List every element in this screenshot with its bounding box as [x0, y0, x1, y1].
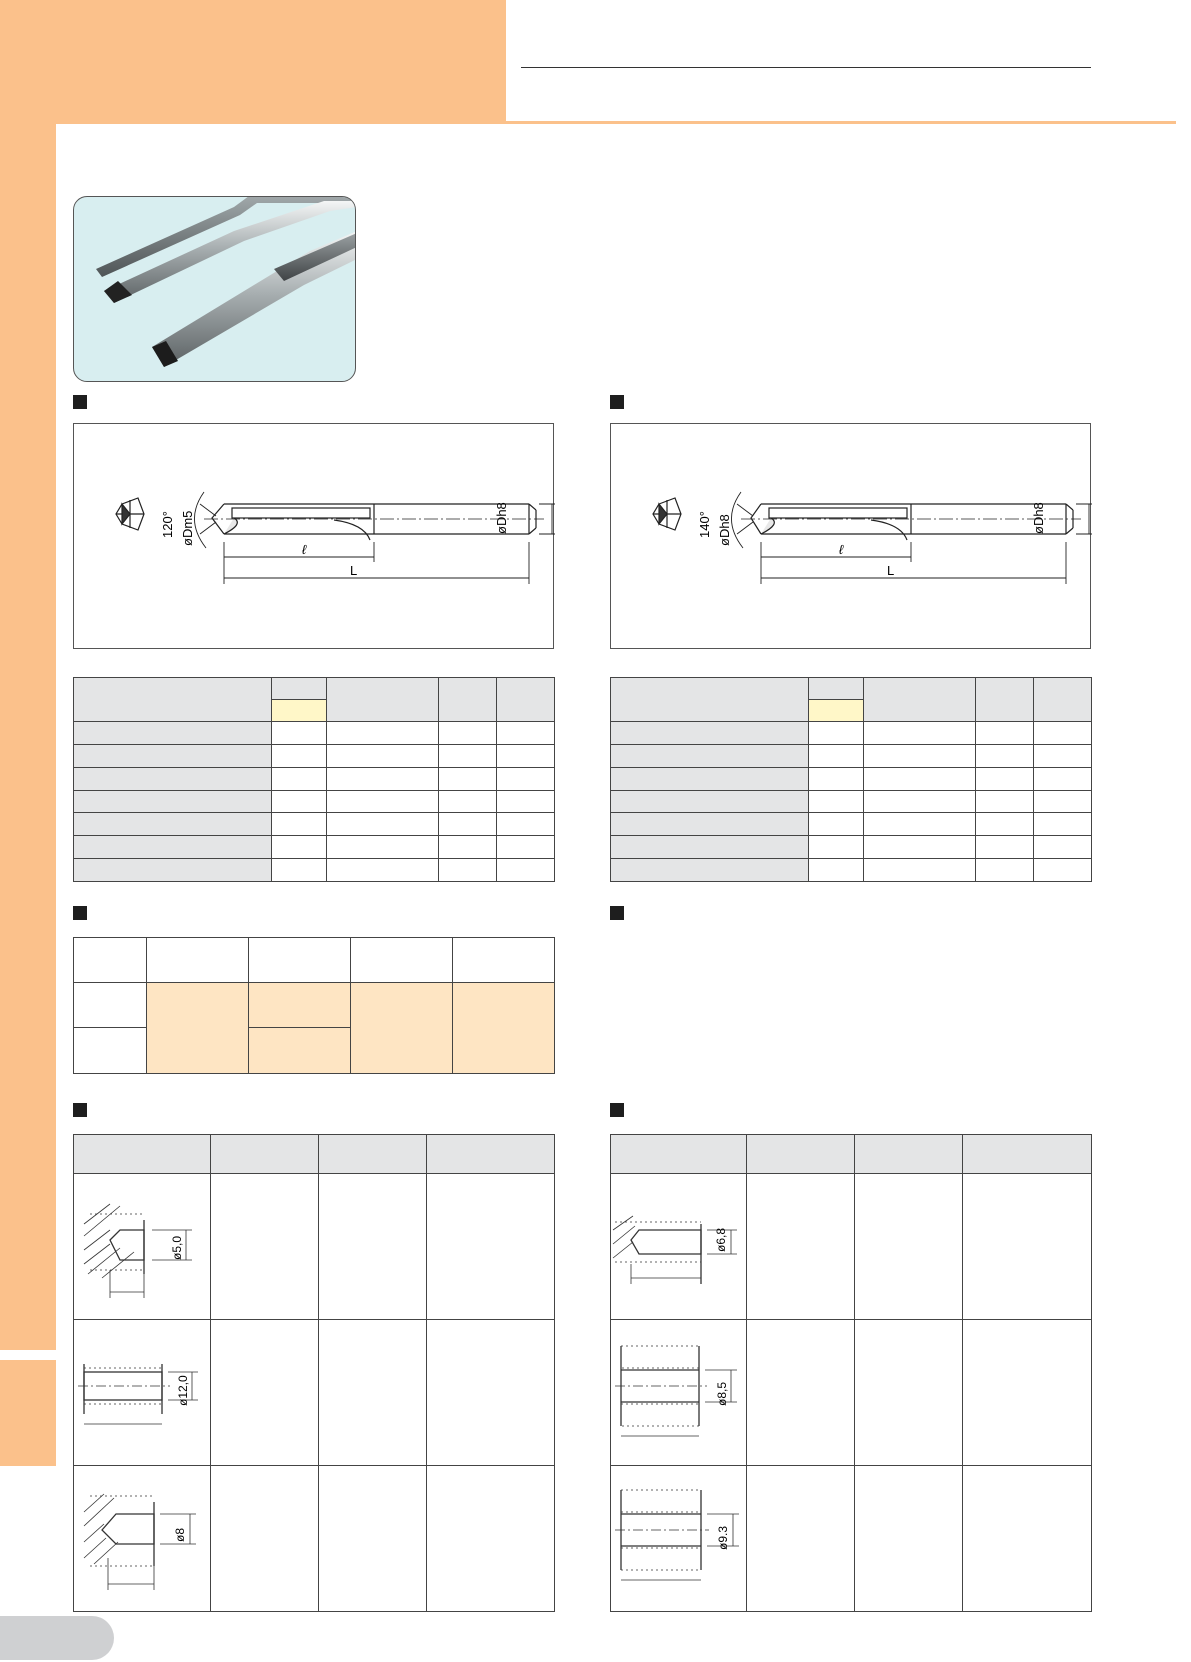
header-band — [0, 0, 506, 124]
head-diameter-label: øDh8 — [494, 502, 509, 534]
hole-diameter-label: ø5,0 — [170, 1235, 184, 1260]
shank-diameter-label: øDm5 — [180, 510, 195, 546]
table-row — [74, 859, 555, 882]
section-marker — [73, 1103, 87, 1117]
end-view-icon — [116, 498, 144, 530]
side-tab — [0, 1360, 56, 1466]
end-view-icon — [653, 498, 681, 530]
table-row — [74, 813, 555, 836]
hole-diameter-label: ø8 — [173, 1527, 187, 1542]
table-row — [611, 790, 1092, 813]
table-row — [74, 1320, 555, 1466]
product-photo — [73, 196, 356, 382]
section-marker — [73, 906, 87, 920]
examples-table-left — [73, 1134, 555, 1612]
table-row — [74, 1466, 555, 1612]
stepped-hole-sketch — [611, 1466, 746, 1606]
drawing-box-140 — [610, 423, 1091, 649]
examples-table-right — [610, 1134, 1092, 1612]
angle-label: 120° — [160, 511, 175, 538]
angle-label: 140° — [697, 511, 712, 538]
table-row — [611, 1466, 1092, 1612]
table-row — [611, 813, 1092, 836]
head-diameter-label: øDh8 — [1031, 502, 1046, 534]
total-length-label: L — [350, 563, 358, 578]
spec-table-140 — [610, 677, 1092, 882]
table-row — [74, 767, 555, 790]
section-marker — [610, 395, 624, 409]
application-table — [73, 937, 555, 1074]
section-marker — [73, 395, 87, 409]
header-rule — [506, 121, 1176, 124]
title-underline — [521, 67, 1091, 68]
hole-diameter-label: ø12,0 — [176, 1375, 190, 1406]
flute-length-label: ℓ — [839, 542, 844, 557]
table-row — [611, 744, 1092, 767]
table-row — [74, 1174, 555, 1320]
blind-hole-sketch — [74, 1174, 209, 1314]
flute-length-label: ℓ — [302, 542, 307, 557]
section-marker — [610, 906, 624, 920]
table-row — [74, 744, 555, 767]
table-row — [611, 1174, 1092, 1320]
table-row — [74, 836, 555, 859]
hole-diameter-label: ø9.3 — [716, 1525, 730, 1550]
blind-hole-sketch — [611, 1174, 746, 1314]
table-row — [74, 790, 555, 813]
through-hole-sketch — [611, 1320, 746, 1460]
spec-table-120 — [73, 677, 555, 882]
table-row — [611, 836, 1092, 859]
total-length-label: L — [887, 563, 895, 578]
table-row — [611, 859, 1092, 882]
page-number-tab — [0, 1616, 114, 1660]
table-row — [74, 722, 555, 745]
through-hole-sketch — [74, 1320, 209, 1460]
table-row — [611, 1320, 1092, 1466]
hole-diameter-label: ø8,5 — [715, 1381, 729, 1406]
side-band — [0, 124, 56, 1350]
hole-diameter-label: ø6,8 — [714, 1227, 728, 1252]
drawing-box-120 — [73, 423, 554, 649]
section-marker — [610, 1103, 624, 1117]
table-row — [611, 722, 1092, 745]
shank-diameter-label: øDh8 — [717, 514, 732, 546]
counterbore-sketch — [74, 1466, 209, 1606]
table-row — [611, 767, 1092, 790]
